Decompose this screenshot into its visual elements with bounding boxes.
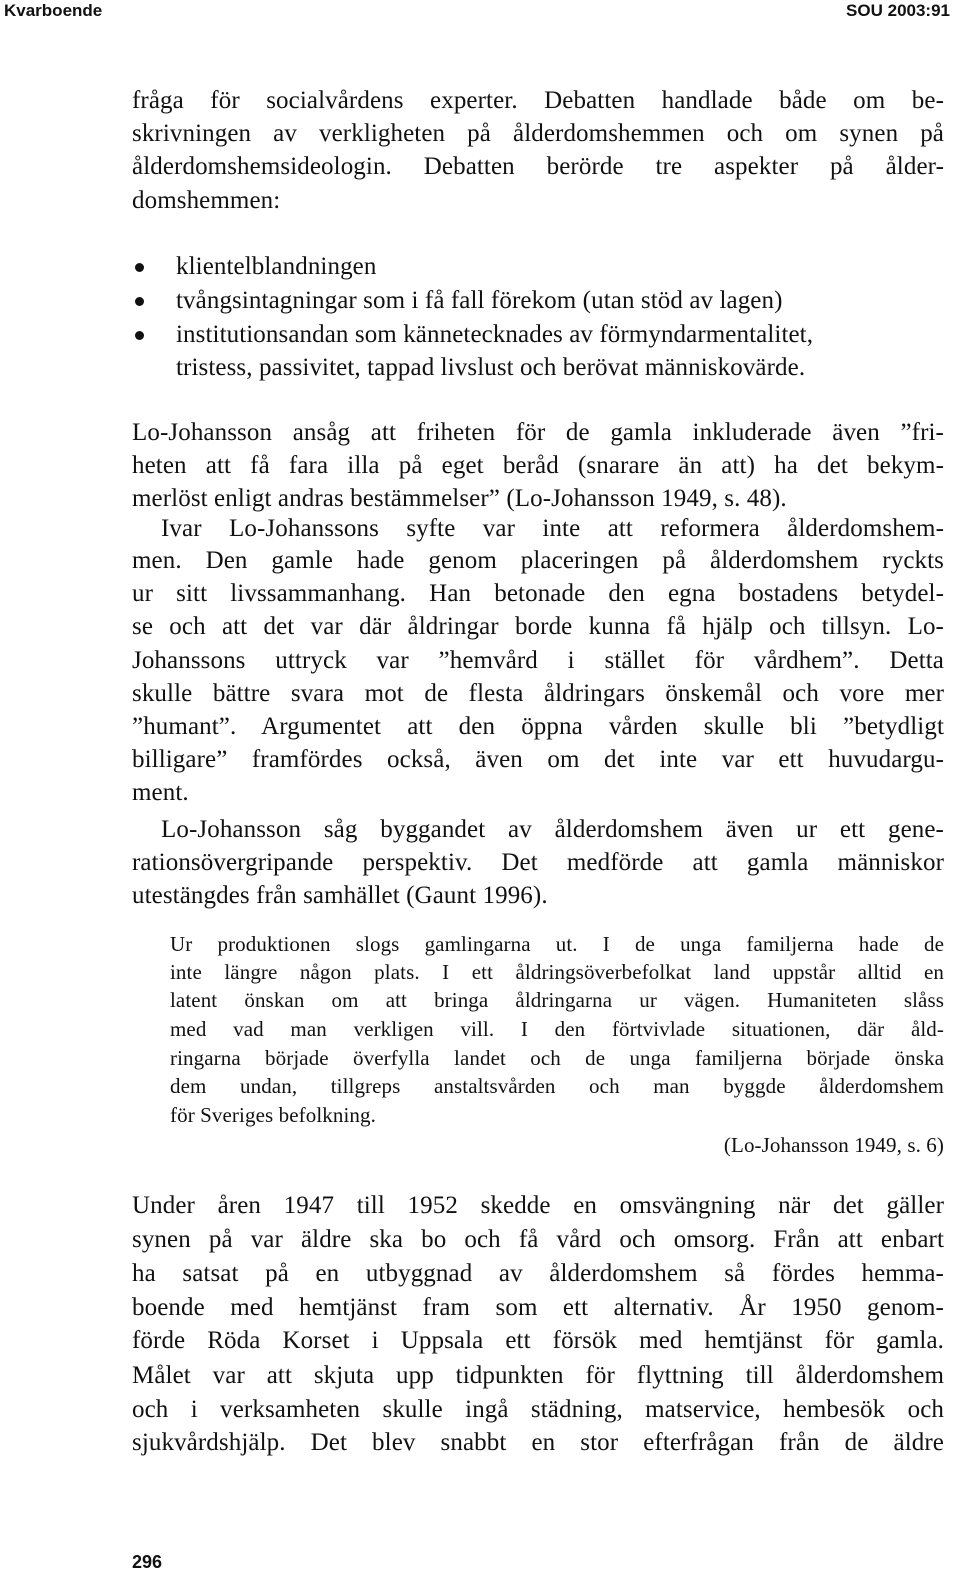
paragraph-line: förde Röda Korset i Uppsala ett försök med hemtjänst för gamla. xyxy=(132,1327,944,1354)
bullet-item-text: institutionsandan som kännetecknades av förmyndarmentalitet, xyxy=(176,321,814,348)
paragraph-line: domshemmen: xyxy=(132,187,281,214)
quote-line: med vad man verkligen vill. I den förtvivlade situationen, där åld- xyxy=(170,1017,944,1041)
quote-line: inte längre någon plats. I ett åldringsöverbefolkat land uppstår alltid en xyxy=(170,960,944,984)
running-header-title: Kvarboende xyxy=(4,1,103,20)
paragraph-line: fråga för socialvårdens experter. Debatten handlade både om be- xyxy=(132,87,944,114)
bullet-marker xyxy=(135,263,144,272)
paragraph-line: Målet var att skjuta upp tidpunkten för flyttning till ålderdomshem xyxy=(132,1362,944,1389)
paragraph-line: Lo-Johansson ansåg att friheten för de gamla inkluderade även ”fri- xyxy=(132,419,944,446)
quote-citation: (Lo-Johansson 1949, s. 6) xyxy=(723,1133,944,1157)
quote-line: för Sveriges befolkning. xyxy=(170,1103,376,1127)
quote-line: dem undan, tillgreps anstaltsvården och man byggde ålderdomshem xyxy=(170,1074,944,1098)
running-header-report-number: SOU 2003:91 xyxy=(846,1,950,20)
paragraph-line: ålderdomshemsideologin. Debatten berörde tre aspekter på ålder- xyxy=(132,153,944,180)
paragraph-line: Lo-Johansson såg byggandet av ålderdomshem även ur ett gene- xyxy=(161,816,944,843)
bullet-marker xyxy=(135,297,144,306)
paragraph-line: men. Den gamle hade genom placeringen på ålderdomshem ryckts xyxy=(132,547,944,574)
paragraph-line: ment. xyxy=(132,779,189,806)
paragraph-line: se och att det var där åldringar borde kunna få hjälp och tillsyn. Lo- xyxy=(132,613,944,640)
paragraph-line: Johanssons uttryck var ”hemvård i stället för vårdhem”. Detta xyxy=(132,647,944,674)
quote-line: latent önskan om att bringa åldringarna ur vägen. Humaniteten slåss xyxy=(170,988,944,1012)
page-number: 296 xyxy=(132,1552,163,1572)
paragraph-line: synen på var äldre ska bo och få vård och omsorg. Från att enbart xyxy=(132,1226,944,1253)
paragraph-line: skrivningen av verkligheten på ålderdomshemmen och om synen på xyxy=(132,120,944,147)
bullet-item-text: klientelblandningen xyxy=(176,253,377,280)
paragraph-line: sjukvårdshjälp. Det blev snabbt en stor efterfrågan från de äldre xyxy=(132,1429,944,1456)
quote-line: Ur produktionen slogs gamlingarna ut. I de unga familjerna hade de xyxy=(170,932,944,956)
paragraph-line: rationsövergripande perspektiv. Det medförde att gamla människor xyxy=(132,849,944,876)
paragraph-line: utestängdes från samhället (Gaunt 1996). xyxy=(132,882,548,909)
paragraph-line: ur sitt livssammanhang. Han betonade den egna bostadens betydel- xyxy=(132,580,944,607)
quote-line: ringarna började överfylla landet och de unga familjerna började önska xyxy=(170,1046,944,1070)
paragraph-line: ha satsat på en utbyggnad av ålderdomshem så fördes hemma- xyxy=(132,1260,944,1287)
paragraph-line: billigare” framfördes också, även om det inte var ett huvudargu- xyxy=(132,746,944,773)
bullet-item-text: tristess, passivitet, tappad livslust och berövat människovärde. xyxy=(176,354,806,381)
paragraph-line: skulle bättre svara mot de flesta åldringars önskemål och vore mer xyxy=(132,680,944,707)
paragraph-line: heten att få fara illa på eget beråd (snarare än att) ha det bekym- xyxy=(132,452,944,479)
paragraph-line: och i verksamheten skulle ingå städning, matservice, hembesök och xyxy=(132,1396,944,1423)
paragraph-line: Ivar Lo-Johanssons syfte var inte att reformera ålderdomshem- xyxy=(161,515,944,542)
paragraph-line: boende med hemtjänst fram som ett alternativ. År 1950 genom- xyxy=(132,1294,944,1321)
bullet-item-text: tvångsintagningar som i få fall förekom (utan stöd av lagen) xyxy=(176,287,783,314)
paragraph-line: Under åren 1947 till 1952 skedde en omsvängning när det gäller xyxy=(132,1192,944,1219)
paragraph-line: merlöst enligt andras bestämmelser” (Lo-Johansson 1949, s. 48). xyxy=(132,485,787,512)
bullet-marker xyxy=(135,331,144,340)
paragraph-line: ”humant”. Argumentet att den öppna vården skulle bli ”betydligt xyxy=(132,713,944,740)
